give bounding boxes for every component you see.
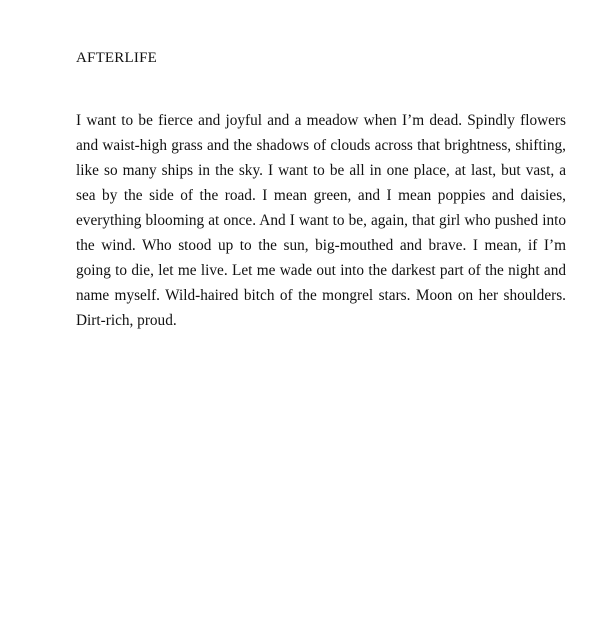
- poem-body: I want to be fierce and joyful and a meadow when I’m dead. Spindly flowers and waist-high grass and the shadows of clouds across that brightness, shifting, like so many ships in the sky. I want to be all in one place, at last, but vast, a sea by the side of the road. I mean green, and I mean poppies and daisies, everything blooming at once. And I want to be, again, that girl who pushed into the wind. Who stood up to the sun, big-mouthed and brave. I mean, if I’m going to die, let me live. Let me wade out into the darkest part of the night and name myself. Wild-haired bitch of the mongrel stars. Moon on her shoulders. Dirt-rich, proud.: [76, 112, 566, 329]
- poem-title: AFTERLIFE: [76, 50, 157, 66]
